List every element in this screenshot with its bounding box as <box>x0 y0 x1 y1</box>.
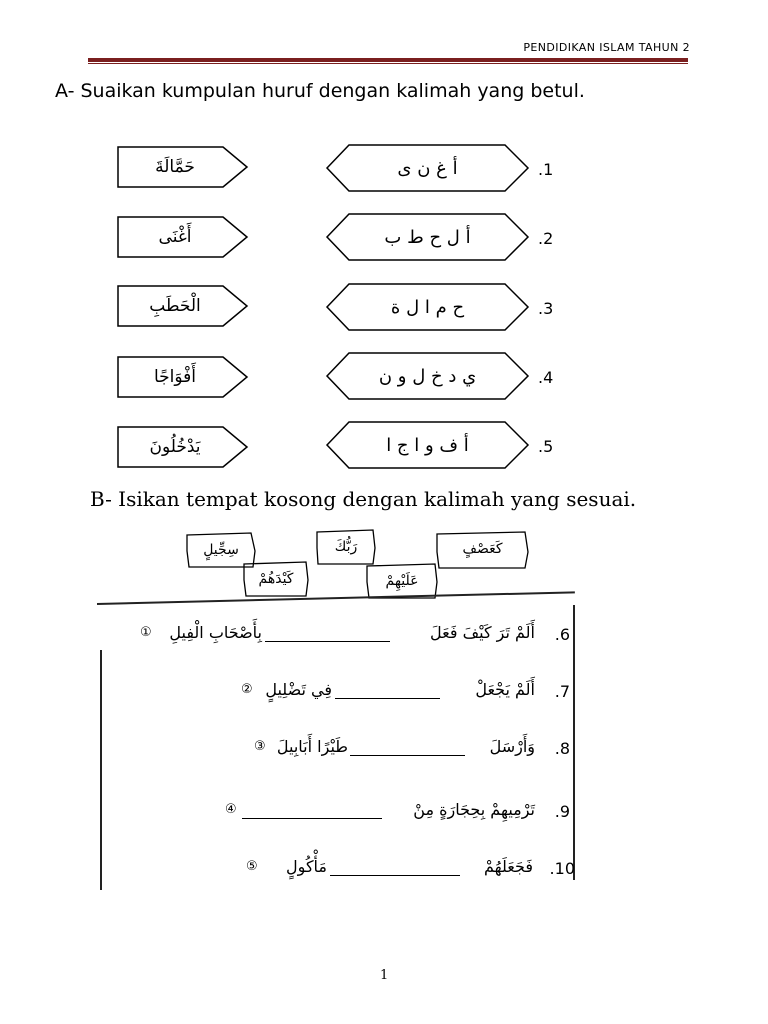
header-divider <box>88 58 688 62</box>
question-text-after: طَيْرًا أَبَابِيلَ <box>276 737 348 756</box>
letter-box-4[interactable] <box>325 351 530 401</box>
letter-group: ي د خ ل و ن <box>378 365 477 387</box>
answer-word: يَدْخُلُونَ <box>149 437 201 457</box>
answer-box-3[interactable] <box>115 284 250 328</box>
letter-box-2[interactable] <box>325 212 530 262</box>
answer-blank[interactable] <box>265 627 390 642</box>
answer-word: حَمَّالَةَ <box>155 157 195 177</box>
question-number: .6 <box>554 625 570 644</box>
letter-group: أ غ ن ى <box>397 157 458 179</box>
question-text-after: مَأْكُولٍ <box>286 857 327 876</box>
question-text-before: تَرْمِيهِمْ بِحِجَارَةٍ مِنْ <box>413 800 535 819</box>
question-text-before: وَأَرْسَلَ <box>489 737 535 756</box>
answer-word: الْحَطَبِ <box>149 296 201 316</box>
answer-blank[interactable] <box>335 684 440 699</box>
question-number: .10 <box>549 859 575 878</box>
question-frame-right <box>573 605 575 880</box>
question-6 <box>140 623 570 647</box>
section-b-title: B- Isikan tempat kosong dengan kalimah yang sesuai. <box>90 487 637 511</box>
answer-word: أَغْنَى <box>158 227 192 247</box>
question-number: .7 <box>554 682 570 701</box>
question-10 <box>240 857 575 881</box>
ayah-marker: ① <box>140 625 152 640</box>
letter-group: أ ف و ا ج ا <box>386 434 469 456</box>
letter-box-5[interactable] <box>325 420 530 470</box>
question-number: .9 <box>554 802 570 821</box>
question-8 <box>250 737 570 761</box>
row-number: .4 <box>538 368 554 387</box>
row-number: .1 <box>538 160 554 179</box>
answer-word: أَفْوَاجًا <box>153 367 197 387</box>
ayah-marker: ⑤ <box>246 859 258 874</box>
word-card-rabbuka[interactable] <box>315 528 377 566</box>
answer-box-2[interactable] <box>115 215 250 259</box>
answer-blank[interactable] <box>350 741 465 756</box>
word-card-kaydahum[interactable] <box>242 560 310 598</box>
letter-box-1[interactable] <box>325 143 530 193</box>
answer-blank[interactable] <box>242 804 382 819</box>
ayah-marker: ④ <box>225 802 237 817</box>
word-card-kaasfin[interactable] <box>435 530 530 568</box>
answer-box-4[interactable] <box>115 355 250 399</box>
page-number: 1 <box>380 968 389 983</box>
answer-box-5[interactable] <box>115 425 250 469</box>
question-text-after: بِأَصْحَابِ الْفِيلِ <box>169 623 262 642</box>
question-7 <box>235 680 570 704</box>
word-card-text: رَبُّكَ <box>334 539 358 555</box>
ayah-marker: ③ <box>254 739 266 754</box>
question-text-after: فِي تَضْلِيلٍ <box>265 680 332 699</box>
row-number: .2 <box>538 229 554 248</box>
letter-box-3[interactable] <box>325 282 530 332</box>
question-frame-top <box>97 591 575 605</box>
row-number: .5 <box>538 437 554 456</box>
letter-group: ح م ا ل ة <box>390 296 465 318</box>
header-title: PENDIDIKAN ISLAM TAHUN 2 <box>523 41 690 54</box>
word-card-text: كَعَصْفٍ <box>462 541 503 557</box>
answer-blank[interactable] <box>330 861 460 876</box>
row-number: .3 <box>538 299 554 318</box>
header-divider-thin <box>88 63 688 64</box>
word-card-text: كَيْدَهُمْ <box>258 571 294 587</box>
section-a-title: A- Suaikan kumpulan huruf dengan kalimah yang betul. <box>55 80 585 102</box>
word-card-text: عَلَيْهِمْ <box>385 573 419 589</box>
word-card-text: سِجِّيلٍ <box>203 542 239 558</box>
question-9 <box>220 800 570 824</box>
letter-group: أ ل ح ط ب <box>384 226 471 248</box>
question-text-before: أَلَمْ تَرَ كَيْفَ فَعَلَ <box>430 623 535 642</box>
question-frame-left <box>100 650 102 890</box>
ayah-marker: ② <box>241 682 253 697</box>
question-text-before: أَلَمْ يَجْعَلْ <box>475 680 535 699</box>
question-text-before: فَجَعَلَهُمْ <box>483 857 533 876</box>
answer-box-1[interactable] <box>115 145 250 189</box>
question-number: .8 <box>554 739 570 758</box>
